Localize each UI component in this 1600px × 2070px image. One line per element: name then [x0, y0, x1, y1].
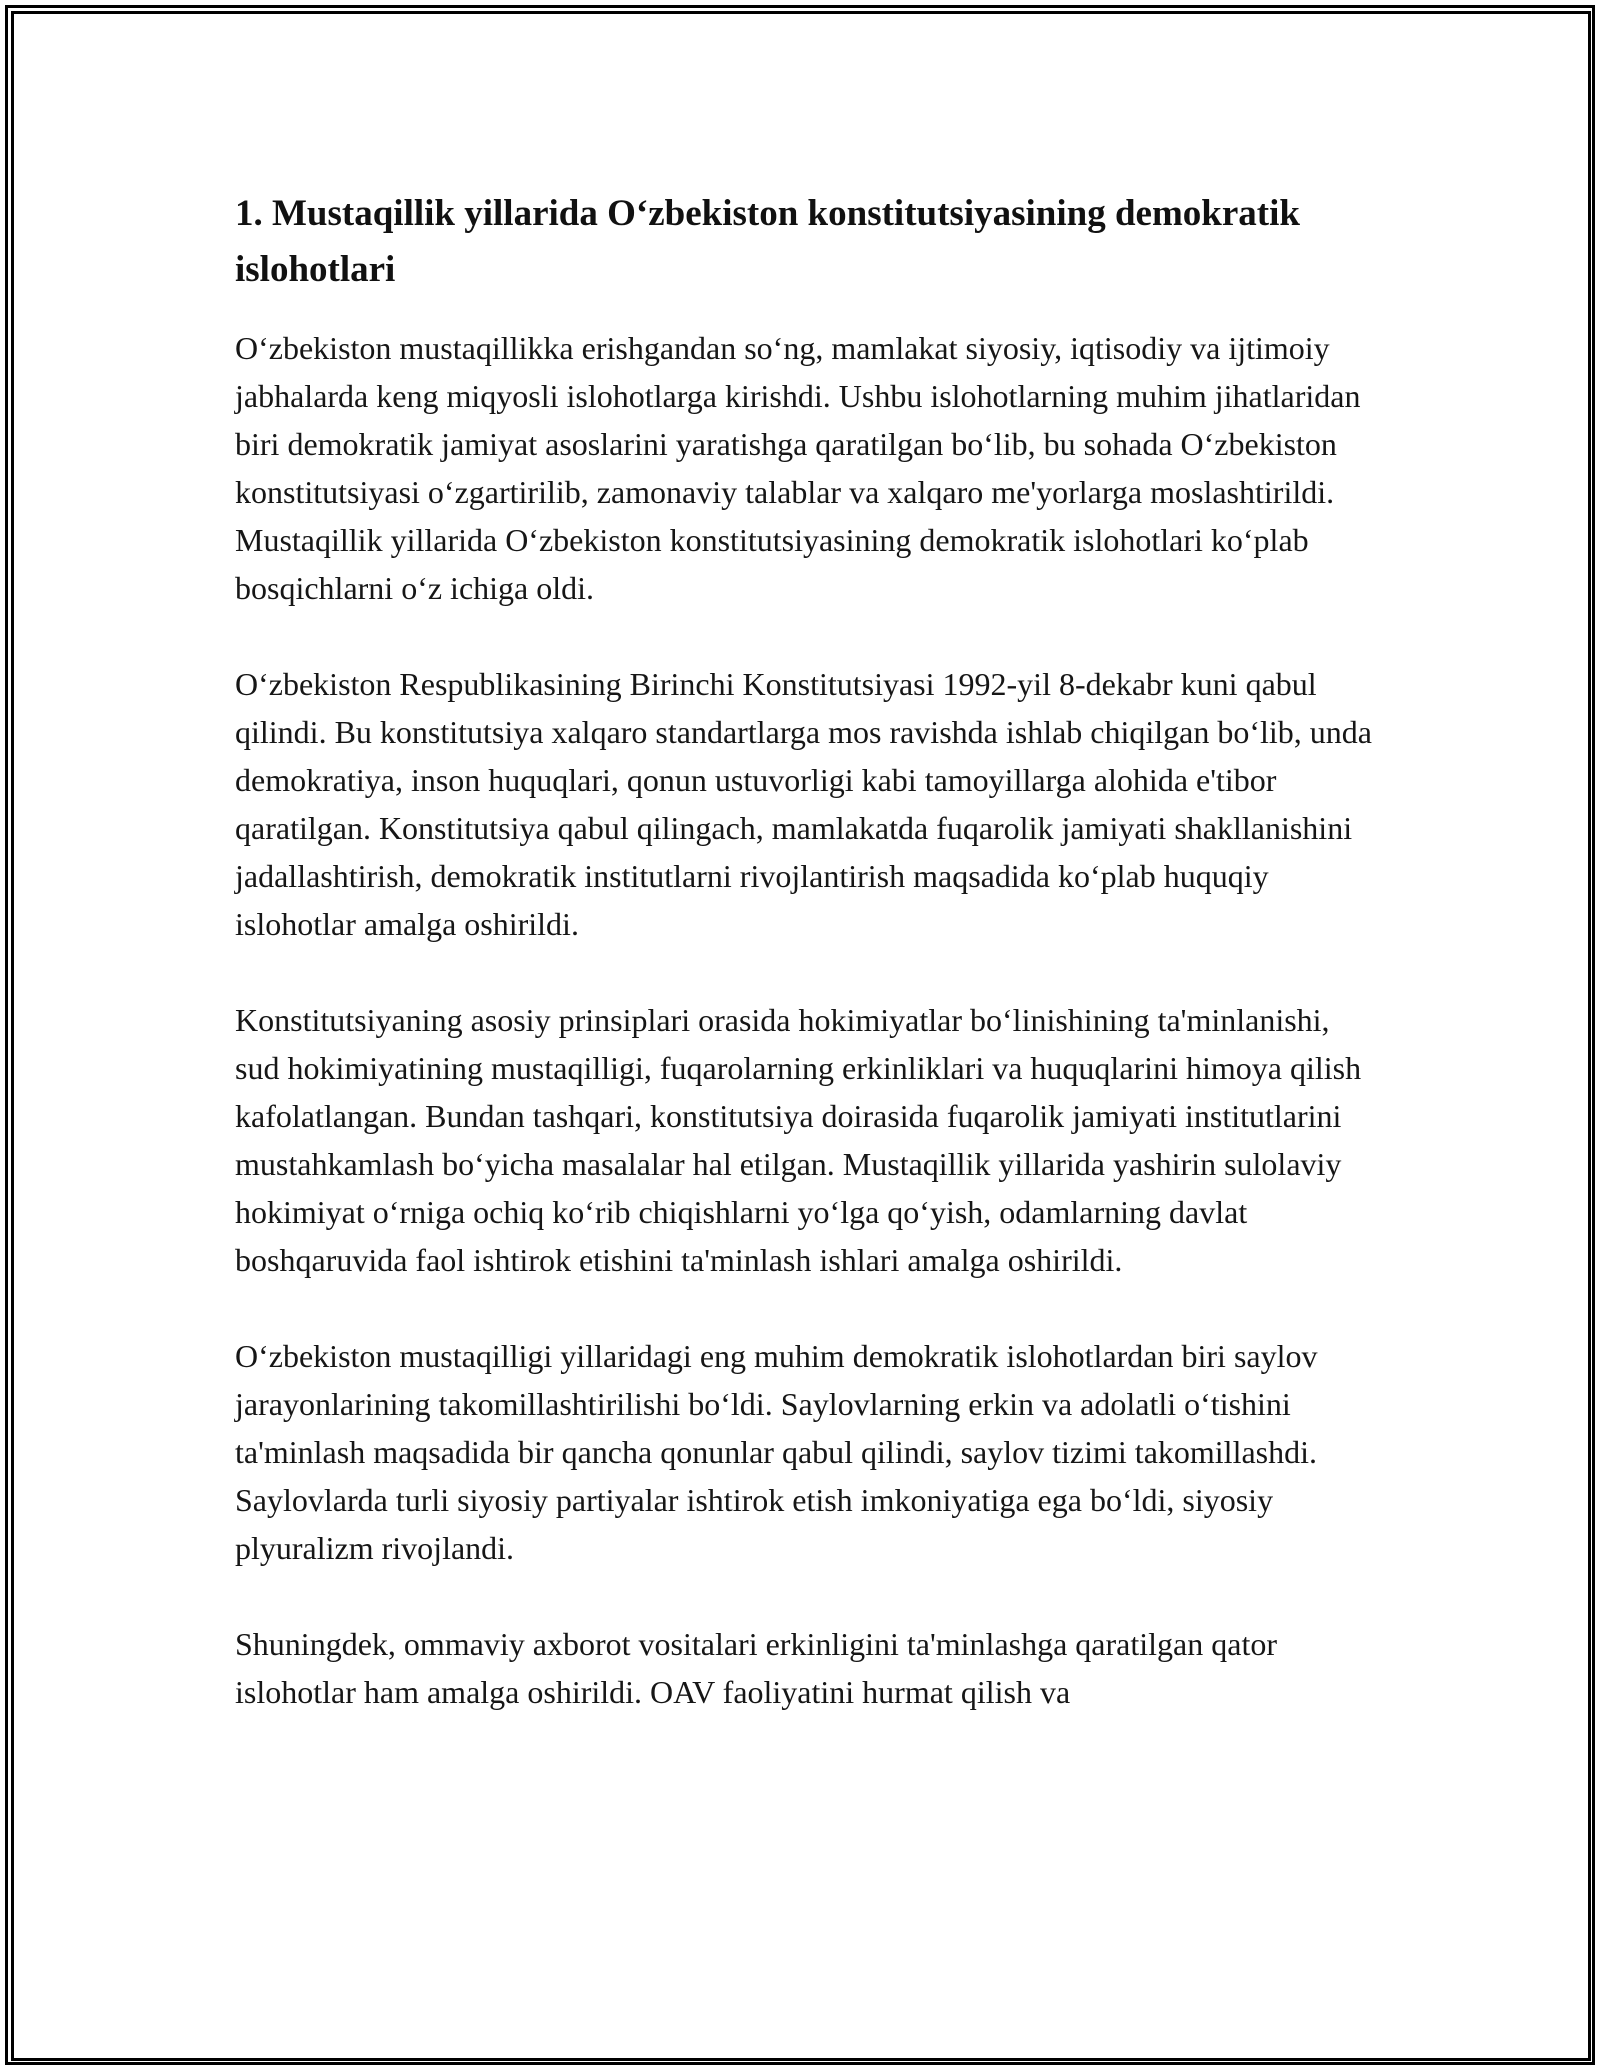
paragraph-4: O‘zbekiston mustaqilligi yillaridagi eng muhim demokratik islohotlardan biri saylov jarayonlarining takomillashtirilishi bo‘ldi. Saylovlarning erkin va adolatli o‘tishini ta'minlash maqsadida bir qancha qonunlar qabul qilindi, saylov tizimi takomillashdi. Saylovlarda turli siyosiy partiyalar ishtirok etish imkoniyatiga ega bo‘ldi, siyosiy plyuralizm rivojlandi. [235, 1338, 1318, 1566]
paragraph-2: O‘zbekiston Respublikasining Birinchi Konstitutsiyasi 1992-yil 8-dekabr kuni qabul qilindi. Bu konstitutsiya xalqaro standartlarga mos ravishda ishlab chiqilgan bo‘lib, unda demokratiya, inson huquqlari, qonun ustuvorligi kabi tamoyillarga alohida e'tibor qaratilgan. Konstitutsiya qabul qilingach, mamlakatda fuqarolik jamiyati shakllanishini jadallashtirish, demokratik institutlarni rivojlantirish maqsadida ko‘plab huquqiy islohotlar amalga oshirildi. [235, 666, 1372, 942]
document-title: 1. Mustaqillik yillarida O‘zbekiston konstitutsiyasining demokratik islohotlari [235, 193, 1300, 290]
paragraph-5: Shuningdek, ommaviy axborot vositalari erkinligini ta'minlashga qaratilgan qator islohotlar ham amalga oshirildi. OAV faoliyatini hurmat qilish va [235, 1626, 1277, 1710]
paragraph-1: O‘zbekiston mustaqillikka erishgandan so‘ng, mamlakat siyosiy, iqtisodiy va ijtimoiy jabhalarda keng miqyosli islohotlarga kirishdi. Ushbu islohotlarning muhim jihatlaridan biri demokratik jamiyat asoslarini yaratishga qaratilgan bo‘lib, bu sohada O‘zbekiston konstitutsiyasi o‘zgartirilib, zamonaviy talablar va xalqaro me'yorlarga moslashtirildi. Mustaqillik yillarida O‘zbekiston konstitutsiyasining demokratik islohotlari ko‘plab bosqichlarni o‘z ichiga oldi. [235, 330, 1361, 606]
document-body [235, 186, 1375, 1764]
paragraph-3: Konstitutsiyaning asosiy prinsiplari orasida hokimiyatlar bo‘linishining ta'minlanishi, sud hokimiyatining mustaqilligi, fuqarolarning erkinliklari va huquqlarini himoya qilish kafolatlangan. Bundan tashqari, konstitutsiya doirasida fuqarolik jamiyati institutlarini mustahkamlash bo‘yicha masalalar hal etilgan. Mustaqillik yillarida yashirin sulolaviy hokimiyat o‘rniga ochiq ko‘rib chiqishlarni yo‘lga qo‘yish, odamlarning davlat boshqaruvida faol ishtirok etishini ta'minlash ishlari amalga oshirildi. [235, 1002, 1362, 1278]
